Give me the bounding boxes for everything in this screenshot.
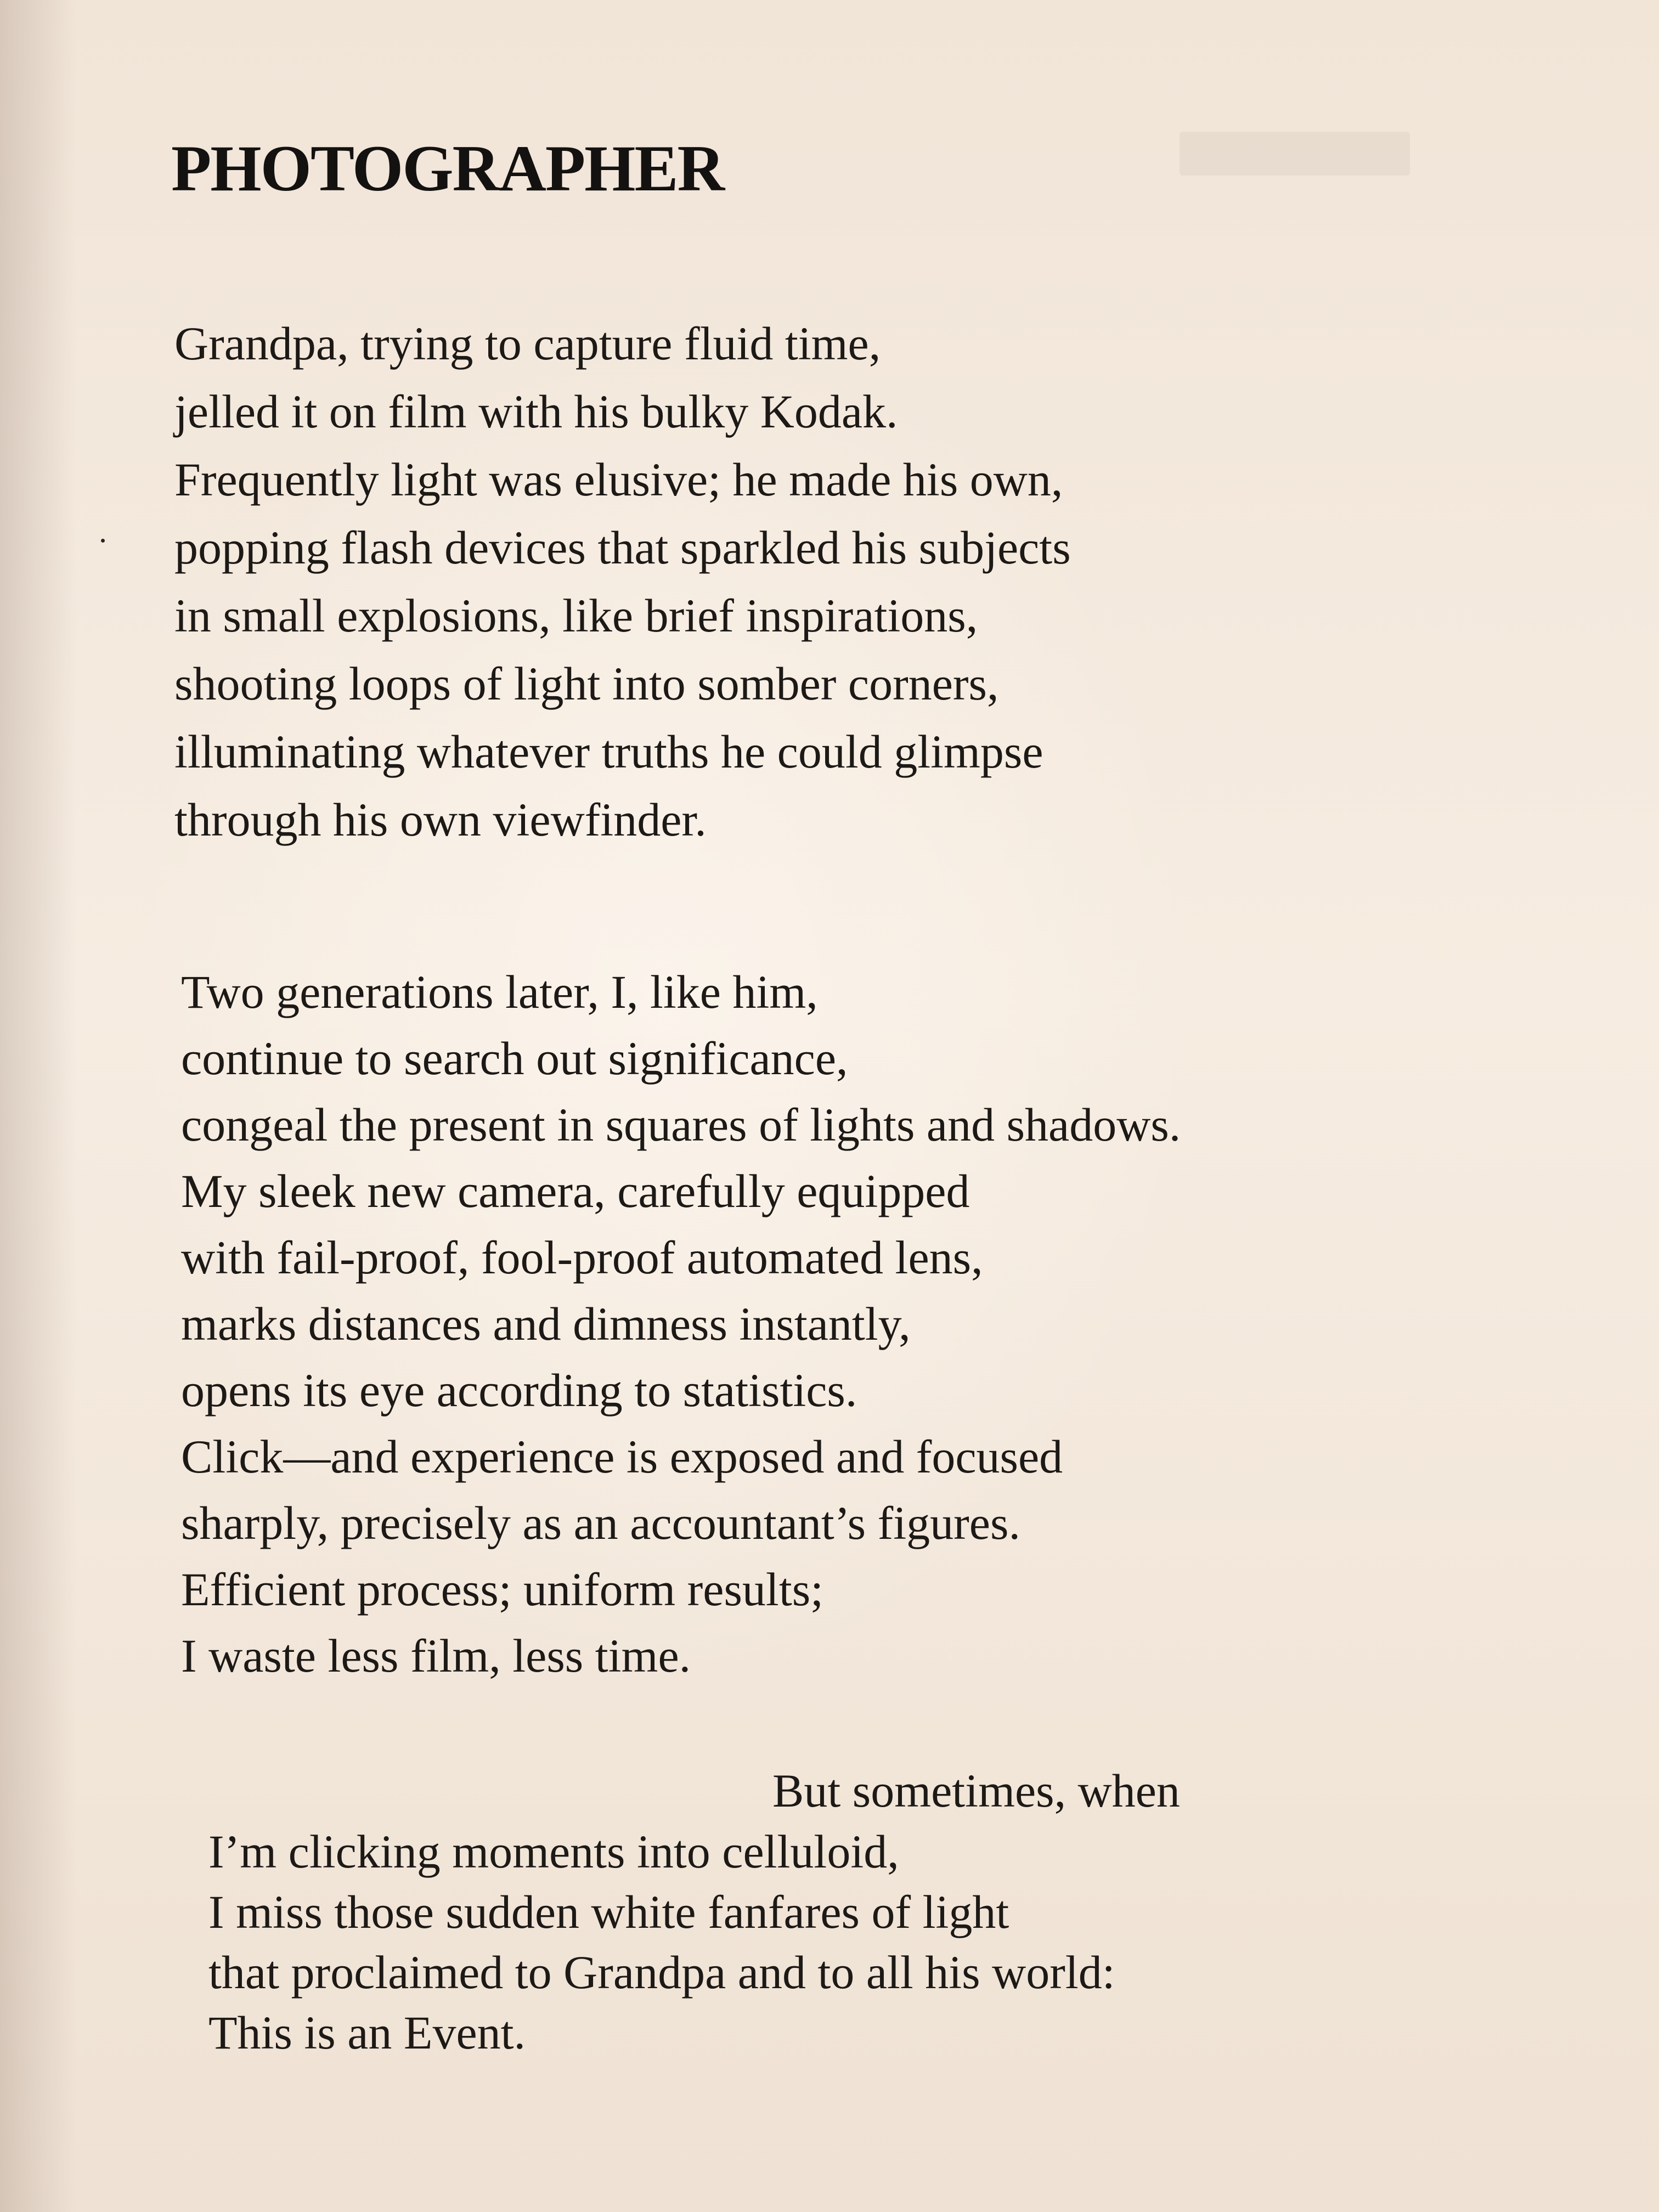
stanza-1 (174, 309, 1071, 854)
poem-line: popping flash devices that sparkled his subjects (174, 521, 1071, 574)
facing-page-show-through (1180, 132, 1410, 176)
poem-line: that proclaimed to Grandpa and to all his world: (208, 1946, 1115, 1999)
poem-line: I miss those sudden white fanfares of light (208, 1886, 1009, 1938)
poem-line: jelled it on film with his bulky Kodak. (174, 385, 898, 438)
poem-line: illuminating whatever truths he could glimpse (174, 725, 1043, 778)
poem-title: PHOTOGRAPHER (171, 132, 724, 205)
poem-line: This is an Event. (208, 2006, 526, 2059)
poem-line: congeal the present in squares of lights and shadows. (181, 1098, 1181, 1151)
poem-line: in small explosions, like brief inspirations, (174, 589, 978, 642)
stanza-2 (181, 959, 1181, 1689)
poem-line: through his own viewfinder. (174, 793, 707, 846)
poem-line: My sleek new camera, carefully equipped (181, 1165, 970, 1217)
stanza-3 (208, 1821, 1115, 2063)
poem-line: with fail-proof, fool-proof automated lens, (181, 1231, 983, 1284)
poem-line: shooting loops of light into somber corners, (174, 657, 999, 710)
page-gutter-shadow (0, 0, 77, 2212)
poem-line: sharply, precisely as an accountant’s figures. (181, 1497, 1020, 1549)
poem-line: continue to search out significance, (181, 1032, 848, 1085)
poem-line: Frequently light was elusive; he made his own, (174, 453, 1063, 506)
stanza-3-indented-line: But sometimes, when (772, 1764, 1180, 1817)
ink-speck (101, 539, 105, 543)
poem-line: opens its eye according to statistics. (181, 1364, 857, 1417)
poem-line: marks distances and dimness instantly, (181, 1297, 911, 1350)
poem-line: Grandpa, trying to capture fluid time, (174, 317, 881, 370)
poem-line: Two generations later, I, like him, (181, 966, 818, 1018)
poem-line: I’m clicking moments into celluloid, (208, 1825, 899, 1878)
poem-line: Click—and experience is exposed and focused (181, 1430, 1063, 1483)
poem-line: I waste less film, less time. (181, 1629, 691, 1682)
poem-line: Efficient process; uniform results; (181, 1563, 824, 1616)
